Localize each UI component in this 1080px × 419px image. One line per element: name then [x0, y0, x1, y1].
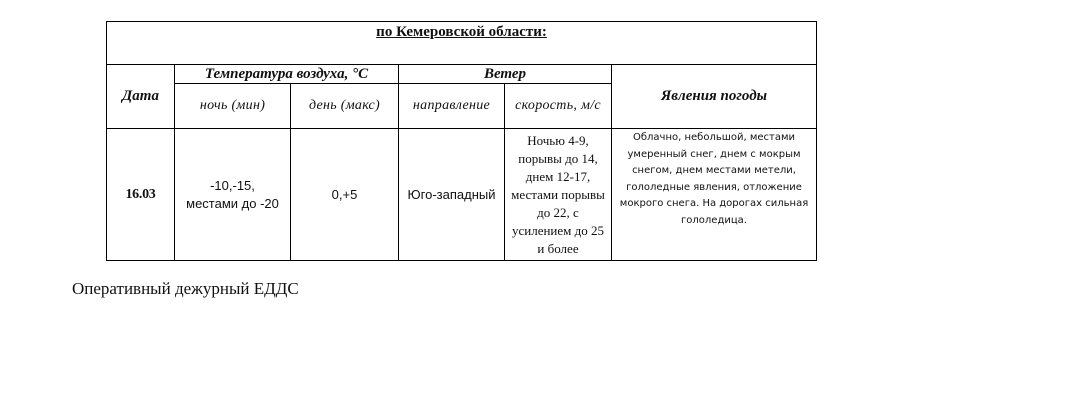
header-direction: направление: [399, 84, 505, 129]
title-row: [107, 22, 817, 65]
header-date: Дата: [107, 65, 175, 129]
header-wind-group: Ветер: [399, 65, 612, 84]
footer-signature: Оперативный дежурный ЕДДС: [72, 279, 299, 298]
header-temperature-group: Температура воздуха, °С: [175, 65, 399, 84]
cell-day-temp: 0,+5: [291, 129, 399, 261]
header-speed: скорость, м/с: [505, 84, 612, 129]
cell-date: 16.03: [107, 129, 175, 261]
cell-phenomena: Облачно, небольшой, местами умеренный снег, днем с мокрым снегом, днем местами метели, гололедные явления, отложение мокрого снега. На дорогах сильная гололедица.: [612, 129, 817, 261]
table-title: по Кемеровской области:: [107, 22, 817, 65]
header-phenomena: Явления погоды: [612, 65, 817, 129]
header-night: ночь (мин): [175, 84, 291, 129]
cell-wind-speed: Ночью 4-9, порывы до 14, днем 12-17, местами порывы до 22, с усилением до 25 и более: [505, 129, 612, 261]
header-group-row: [107, 65, 817, 84]
table-row: [107, 129, 817, 261]
cell-night-temp: -10,-15, местами до -20: [175, 129, 291, 261]
header-day: день (макс): [291, 84, 399, 129]
cell-wind-direction: Юго-западный: [399, 129, 505, 261]
weather-forecast-table: [106, 21, 817, 261]
